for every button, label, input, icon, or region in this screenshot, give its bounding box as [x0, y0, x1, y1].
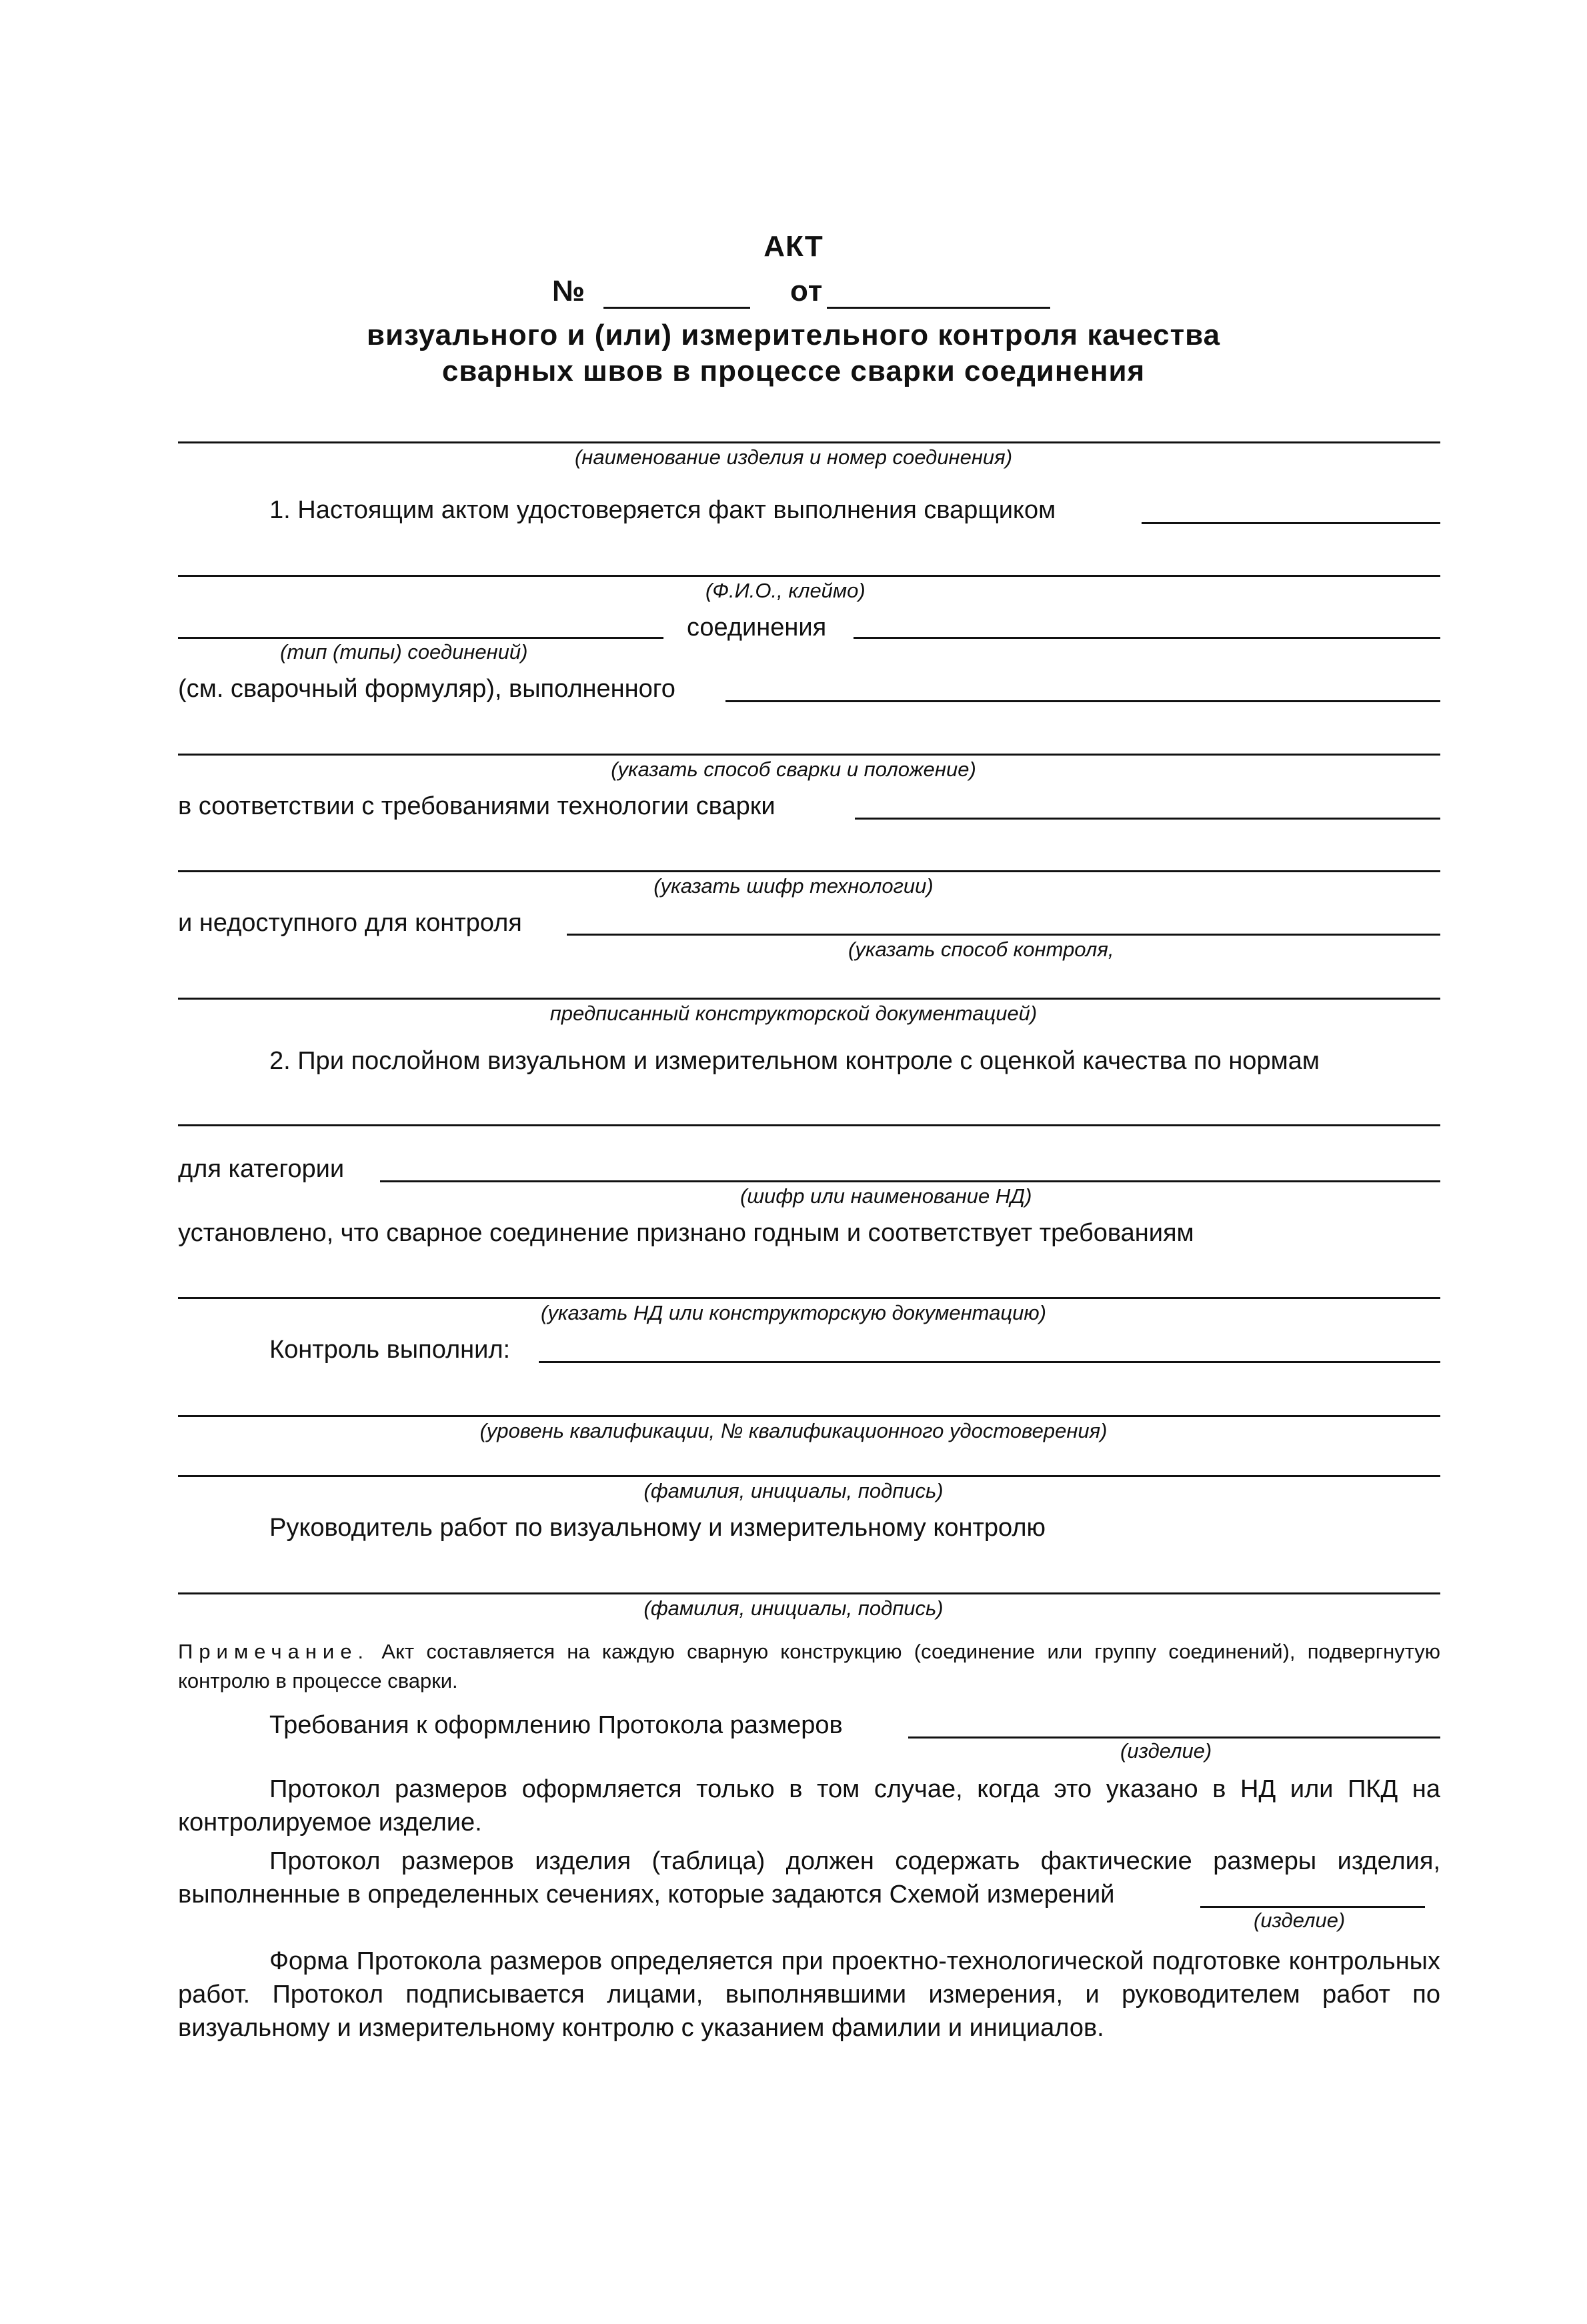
paragraph-1: 1. Настоящим актом удостоверяется факт выполнения сварщиком [269, 496, 1056, 524]
document-subtitle-line1: визуального и (или) измерительного контроля качества [366, 319, 1221, 351]
caption-product-short-2: (изделие) [1254, 1909, 1346, 1932]
document-title: АКТ [763, 230, 824, 263]
paragraph-2: 2. При послойном визуальном и измерительном контроле с оценкой качества по нормам [269, 1047, 1320, 1075]
signature-field-2[interactable] [178, 1592, 1440, 1594]
welding-method-field[interactable] [178, 754, 1440, 756]
requirements-field-inline[interactable] [855, 818, 1440, 820]
joint-type-field[interactable] [178, 637, 663, 639]
inaccessible-label: и недоступного для контроля [178, 909, 522, 937]
caption-nd-code: (шифр или наименование НД) [740, 1184, 1032, 1208]
joints-label: соединения [687, 614, 827, 642]
formular-field-inline[interactable] [725, 700, 1440, 702]
caption-joint-type: (тип (типы) соединений) [280, 640, 528, 664]
nd-reference-field[interactable] [178, 1297, 1440, 1299]
protocol-paragraph-2: Протокол размеров изделия (таблица) должен содержать фактические размеры изделия, выполненные в определенных сечениях, которые задаются Схемой измерений [178, 1847, 1440, 1909]
protocol-paragraph-1: Протокол размеров оформляется только в том случае, когда это указано в НД или ПКД на контролируемое изделие. [178, 1775, 1440, 1837]
caption-welder: (Ф.И.О., клеймо) [705, 579, 866, 602]
formular-label: (см. сварочный формуляр), выполненного [178, 675, 675, 703]
protocol-paragraph-3: Форма Протокола размеров определяется при проектно-технологической подготовке контрольных работ. Протокол подписывается лицами, выполнявшими измерения, и руководителем работ по визуальному и измерительному контролю с указанием фамилии и инициалов. [178, 1947, 1440, 2042]
protocol-requirements-label: Требования к оформлению Протокола размеров [269, 1711, 843, 1739]
control-method-field[interactable] [178, 998, 1440, 1000]
caption-control-method-1: (указать способ контроля, [848, 938, 1114, 961]
caption-qualification: (уровень квалификации, № квалификационного удостоверения) [479, 1419, 1108, 1442]
inspector-label: Контроль выполнил: [269, 1336, 511, 1364]
note-label: Примечание. [178, 1640, 370, 1663]
inspector-field-inline[interactable] [539, 1361, 1440, 1363]
date-field[interactable] [827, 307, 1050, 309]
number-field[interactable] [603, 307, 750, 309]
measurement-scheme-field[interactable] [1200, 1906, 1425, 1908]
date-prefix: от [790, 275, 824, 307]
qualification-field[interactable] [178, 1415, 1440, 1417]
document-subtitle-line2: сварных швов в процессе сварки соединения [441, 355, 1146, 387]
caption-signature-1: (фамилия, инициалы, подпись) [643, 1479, 944, 1502]
caption-tech-code: (указать шифр технологии) [653, 874, 934, 898]
caption-signature-2: (фамилия, инициалы, подпись) [643, 1596, 944, 1620]
protocol-product-field[interactable] [908, 1736, 1440, 1738]
caption-nd-reference: (указать НД или конструкторскую документацию) [541, 1301, 1046, 1324]
welder-field[interactable] [178, 575, 1440, 577]
signature-field-1[interactable] [178, 1475, 1440, 1477]
caption-control-method-2: предписанный конструкторской документацией) [549, 1002, 1038, 1025]
note-text: Акт составляется на каждую сварную конструкцию (соединение или группу соединений), подвергнутую контролю в процессе сварки. [178, 1640, 1440, 1692]
norms-field[interactable] [178, 1124, 1440, 1126]
established-text: установлено, что сварное соединение признано годным и соответствует требованиям [178, 1219, 1194, 1247]
category-label: для категории [178, 1155, 345, 1183]
welder-field-inline[interactable] [1142, 522, 1440, 524]
supervisor-label: Руководитель работ по визуальному и измерительному контролю [269, 1514, 1046, 1542]
caption-product: (наименование изделия и номер соединения) [574, 445, 1013, 469]
note-block [178, 1637, 1440, 1696]
number-prefix: № [552, 275, 586, 307]
product-field[interactable] [178, 441, 1440, 443]
caption-welding-method: (указать способ сварки и положение) [611, 758, 976, 781]
joints-field[interactable] [854, 637, 1440, 639]
control-method-field-inline[interactable] [567, 934, 1440, 936]
caption-product-short-1: (изделие) [1120, 1739, 1212, 1763]
category-field[interactable] [380, 1180, 1440, 1182]
requirements-label: в соответствии с требованиями технологии сварки [178, 792, 775, 820]
tech-code-field[interactable] [178, 870, 1440, 872]
